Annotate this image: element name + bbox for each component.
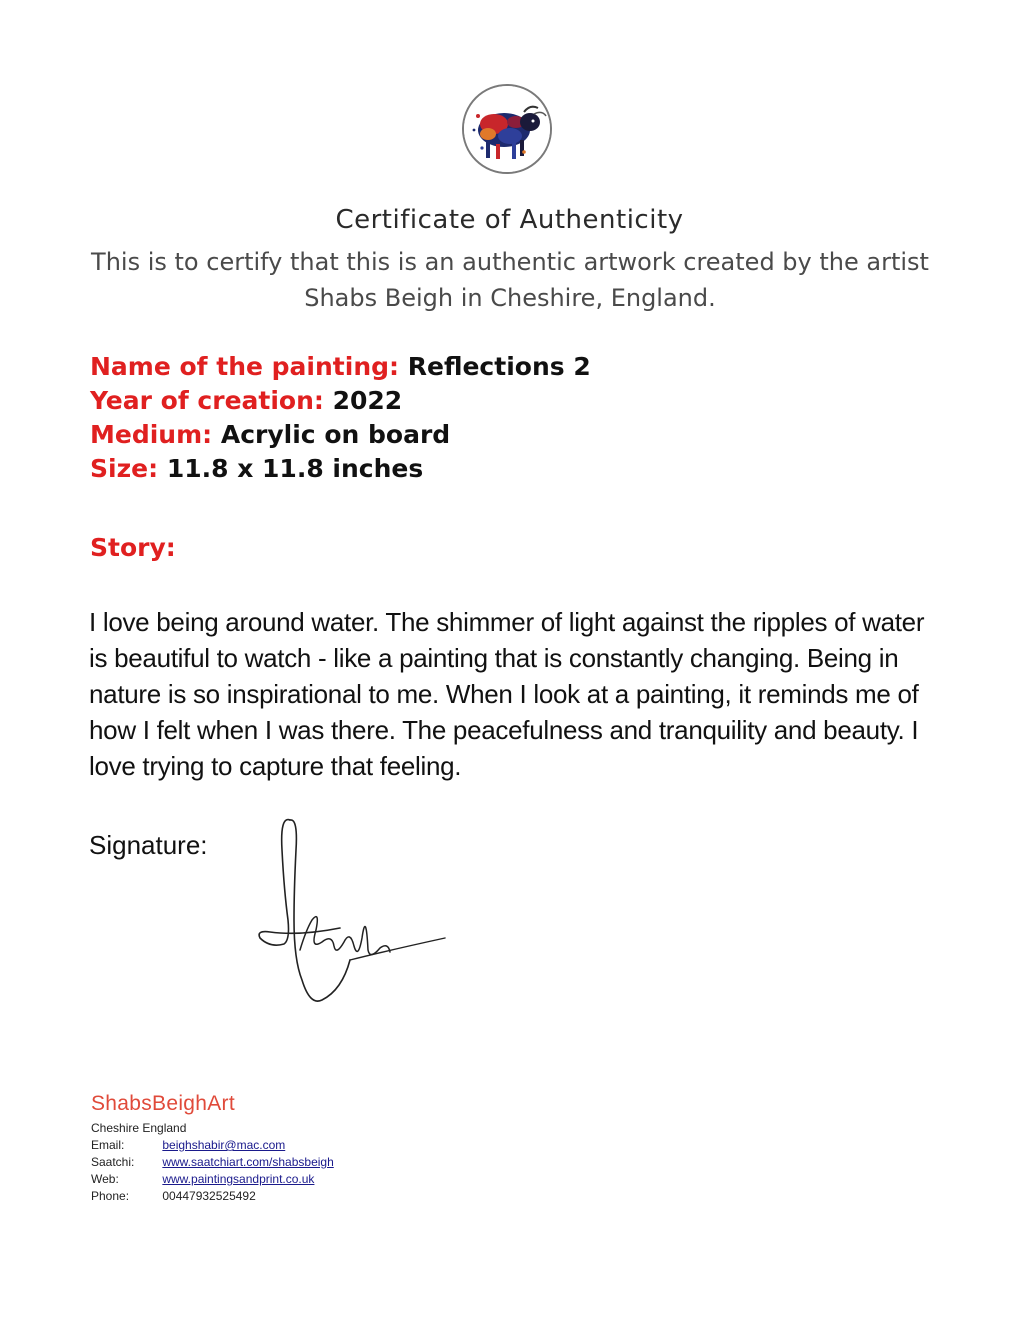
brand-name: ShabsBeighArt (91, 1092, 235, 1115)
handwritten-signature-icon (250, 810, 450, 1015)
signature-label: Signature: (89, 830, 208, 860)
footer-key: Saatchi: (91, 1155, 135, 1169)
saatchi-link[interactable]: www.saatchiart.com/shabsbeigh (162, 1155, 334, 1169)
footer-key: Web: (91, 1172, 119, 1186)
certificate-title: Certificate of Authenticity (335, 205, 684, 235)
footer-email-row (91, 1137, 334, 1154)
detail-value: Reflections 2 (407, 352, 591, 381)
detail-row-year (90, 384, 591, 418)
email-link[interactable]: beighshabir@mac.com (162, 1138, 286, 1152)
detail-row-size (90, 452, 591, 486)
detail-value: Acrylic on board (220, 420, 451, 449)
phone-number: 00447932525492 (162, 1189, 256, 1203)
footer-location: Cheshire England (91, 1121, 187, 1135)
footer-saatchi-row (91, 1154, 334, 1171)
story-text: I love being around water. The shimmer of light against the ripples of water is beautiful to watch - like a painting that is constantly changing. Being in nature is so inspirational to me. When I look at a painting, it reminds me of how I felt when I was there. The peacefulness and tranquility and beauty. I love trying to capture that feeling. (89, 607, 925, 781)
detail-label: Name of the painting: (90, 352, 400, 381)
painting-details (90, 350, 591, 486)
story-heading: Story: (90, 533, 176, 562)
footer-phone-row (91, 1188, 334, 1205)
certificate-subtitle: This is to certify that this is an authentic artwork created by the artist Shabs Beigh in Cheshire, England. (91, 248, 929, 312)
detail-label: Medium: (90, 420, 213, 449)
detail-value: 2022 (332, 386, 403, 415)
detail-label: Year of creation: (90, 386, 324, 415)
footer-web-row (91, 1171, 334, 1188)
detail-label: Size: (90, 454, 159, 483)
detail-value: 11.8 x 11.8 inches (166, 454, 424, 483)
contact-footer (91, 1092, 334, 1205)
footer-key: Phone: (91, 1189, 130, 1203)
footer-key: Email: (91, 1138, 125, 1152)
bull-logo-icon (462, 84, 552, 174)
web-link[interactable]: www.paintingsandprint.co.uk (162, 1172, 315, 1186)
detail-row-name (90, 350, 591, 384)
detail-row-medium (90, 418, 591, 452)
